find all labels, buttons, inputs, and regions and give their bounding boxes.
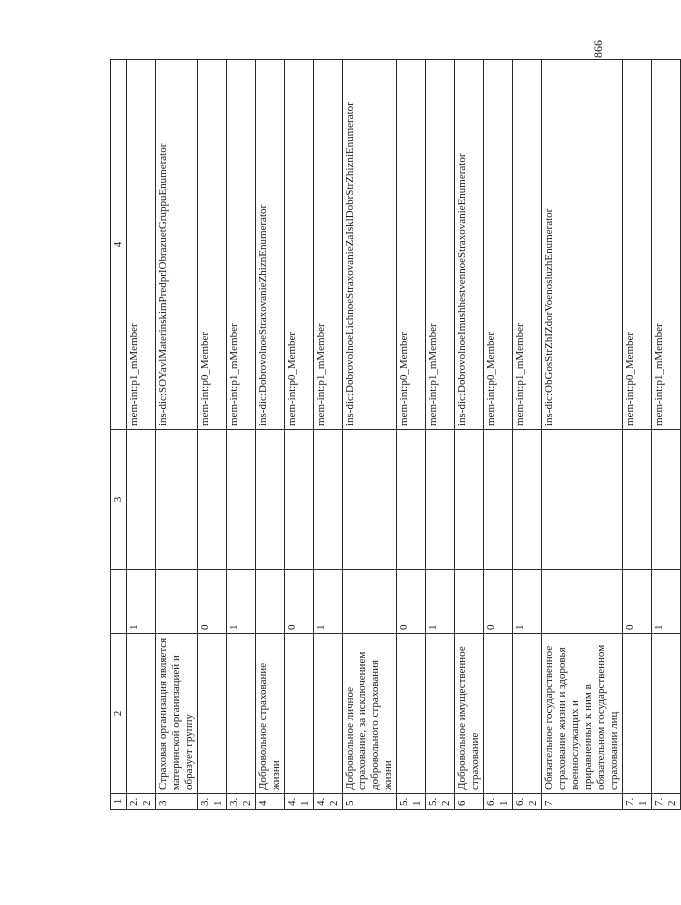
row-col3-cell <box>197 430 226 570</box>
row-id-cell: 3.1 <box>197 794 226 810</box>
row-code-cell: mem-int:p0_Member <box>484 60 513 430</box>
data-table <box>110 59 681 810</box>
table-row <box>284 60 313 810</box>
row-id-cell: 7.1 <box>622 794 651 810</box>
row-code-cell: mem-int:p1_mMember <box>313 60 342 430</box>
row-name-cell <box>484 634 513 794</box>
table-row <box>313 60 342 810</box>
table-body <box>126 60 680 810</box>
row-id-cell: 7.2 <box>651 794 680 810</box>
row-id-cell: 4.1 <box>284 794 313 810</box>
row-id-cell: 3.2 <box>226 794 255 810</box>
row-flag-cell: 1 <box>426 570 455 634</box>
row-code-cell: ins-dic:DobrovolnoeStraxovanieZhiznEnumerator <box>255 60 284 430</box>
row-flag-cell: 0 <box>397 570 426 634</box>
row-name-cell: Добровольное страхование жизни <box>255 634 284 794</box>
row-code-cell: mem-int:p1_mMember <box>513 60 542 430</box>
row-name-cell <box>513 634 542 794</box>
row-col3-cell <box>651 430 680 570</box>
header-cell-4: 4 <box>111 60 127 430</box>
row-col3-cell <box>313 430 342 570</box>
row-code-cell: mem-int:p1_mMember <box>651 60 680 430</box>
table-row <box>197 60 226 810</box>
row-code-cell: mem-int:p1_mMember <box>426 60 455 430</box>
row-id-cell: 6.1 <box>484 794 513 810</box>
row-name-cell <box>313 634 342 794</box>
row-flag-cell: 0 <box>622 570 651 634</box>
row-id-cell: 5.2 <box>426 794 455 810</box>
row-code-cell: mem-int:p0_Member <box>284 60 313 430</box>
row-code-cell: ins-dic:DobrovolnoeLichnoeStraxovanieZaIsklDobrStrZhizniEnumerator <box>342 60 397 430</box>
row-flag-cell <box>155 570 197 634</box>
row-name-cell: Страховая организация является материнской организацией и образует группу <box>155 634 197 794</box>
table-row <box>342 60 397 810</box>
row-code-cell: ins-dic:ObGosStrZhIZdorVoenosluzhEnumerator <box>542 60 623 430</box>
row-code-cell: mem-int:p1_mMember <box>126 60 155 430</box>
row-flag-cell: 0 <box>197 570 226 634</box>
row-name-cell <box>426 634 455 794</box>
row-id-cell: 6 <box>455 794 484 810</box>
row-col3-cell <box>342 430 397 570</box>
row-flag-cell <box>455 570 484 634</box>
row-col3-cell <box>226 430 255 570</box>
row-flag-cell <box>542 570 623 634</box>
row-col3-cell <box>484 430 513 570</box>
row-col3-cell <box>155 430 197 570</box>
table-row <box>155 60 197 810</box>
row-id-cell: 5 <box>342 794 397 810</box>
table-row <box>484 60 513 810</box>
row-code-cell: mem-int:p0_Member <box>622 60 651 430</box>
table-row <box>226 60 255 810</box>
row-id-cell: 2.2 <box>126 794 155 810</box>
row-flag-cell: 1 <box>226 570 255 634</box>
header-cell-3: 3 <box>111 430 127 570</box>
row-name-cell <box>226 634 255 794</box>
row-flag-cell: 1 <box>651 570 680 634</box>
row-col3-cell <box>542 430 623 570</box>
row-code-cell: ins-dic:SOYavlMaterinskimPredprIObrazuetGruppuEnumerator <box>155 60 197 430</box>
row-id-cell: 3 <box>155 794 197 810</box>
row-code-cell: mem-int:p0_Member <box>197 60 226 430</box>
row-id-cell: 5.1 <box>397 794 426 810</box>
row-flag-cell: 0 <box>284 570 313 634</box>
row-id-cell: 7 <box>542 794 623 810</box>
row-flag-cell <box>342 570 397 634</box>
row-col3-cell <box>622 430 651 570</box>
row-code-cell: mem-int:p0_Member <box>397 60 426 430</box>
row-name-cell: Обязательное государственное страхование жизни и здоровья военнослужащих и приравненных к ним в обязательном государственном страховании лиц <box>542 634 623 794</box>
row-flag-cell: 1 <box>313 570 342 634</box>
row-col3-cell <box>126 430 155 570</box>
rotated-table-wrapper <box>110 60 678 810</box>
page-number: 866 <box>591 40 605 58</box>
table-header-row <box>111 60 127 810</box>
header-cell-2: 2 <box>111 634 127 794</box>
table-row <box>513 60 542 810</box>
table-row <box>542 60 623 810</box>
row-id-cell: 4.2 <box>313 794 342 810</box>
row-code-cell: mem-int:p1_mMember <box>226 60 255 430</box>
table-row <box>426 60 455 810</box>
table-row <box>455 60 484 810</box>
row-col3-cell <box>397 430 426 570</box>
row-code-cell: ins-dic:DobrovolnoeImushhestvennoeStraxovanieEnumerator <box>455 60 484 430</box>
row-name-cell <box>284 634 313 794</box>
table-row <box>622 60 651 810</box>
row-name-cell: Добровольное имущественное страхование <box>455 634 484 794</box>
row-name-cell <box>126 634 155 794</box>
row-col3-cell <box>426 430 455 570</box>
row-id-cell: 6.2 <box>513 794 542 810</box>
row-flag-cell: 0 <box>484 570 513 634</box>
row-name-cell: Добровольное личное страхование, за исключением добровольного страхования жизни <box>342 634 397 794</box>
row-name-cell <box>651 634 680 794</box>
row-name-cell <box>397 634 426 794</box>
row-id-cell: 4 <box>255 794 284 810</box>
table-row <box>255 60 284 810</box>
header-cell-flag <box>111 570 127 634</box>
row-name-cell <box>197 634 226 794</box>
row-col3-cell <box>284 430 313 570</box>
table-row <box>397 60 426 810</box>
row-col3-cell <box>455 430 484 570</box>
table-row <box>126 60 155 810</box>
table-row <box>651 60 680 810</box>
row-flag-cell <box>255 570 284 634</box>
header-cell-1: 1 <box>111 794 127 810</box>
row-flag-cell: 1 <box>513 570 542 634</box>
row-col3-cell <box>513 430 542 570</box>
row-name-cell <box>622 634 651 794</box>
row-flag-cell: 1 <box>126 570 155 634</box>
row-col3-cell <box>255 430 284 570</box>
